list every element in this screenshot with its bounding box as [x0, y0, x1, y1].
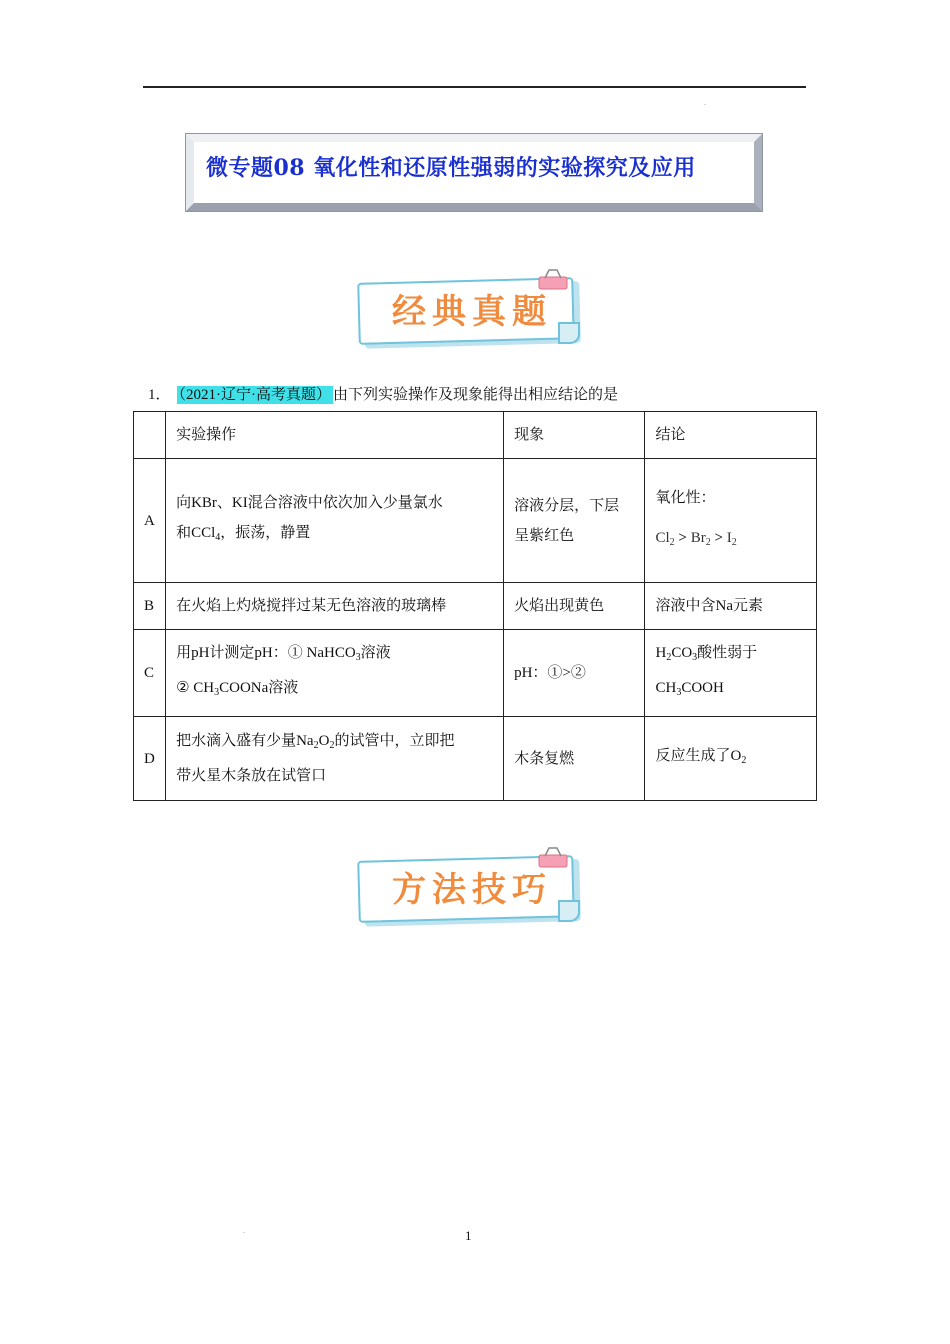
text-run: COONa溶液	[219, 680, 299, 696]
text-run: CH	[655, 680, 677, 696]
operation-line	[176, 518, 493, 553]
speck-mark: .	[243, 1226, 245, 1235]
operation-cell	[166, 630, 504, 717]
phenomenon-cell: 木条复燃	[504, 717, 645, 801]
subscript: 3	[692, 652, 698, 663]
operation-cell	[166, 459, 504, 583]
text-run: 酸性弱于	[697, 645, 758, 661]
row-label: A	[134, 459, 166, 583]
text-run: ② CH	[176, 680, 215, 696]
operation-line: 带火星木条放在试管口	[176, 768, 327, 784]
subscript: 2	[313, 740, 319, 751]
operation-line	[176, 638, 493, 673]
subscript: 3	[676, 687, 682, 698]
experiment-table	[133, 411, 817, 801]
operation-line: 向KBr、KI混合溶液中依次加入少量氯水	[176, 495, 443, 511]
text-run: Cl	[655, 530, 670, 546]
header-cell-conclusion: 结论	[645, 412, 817, 459]
subscript: 2	[731, 537, 737, 548]
text-run: ，振荡，静置	[220, 525, 311, 541]
question-number: 1．	[148, 387, 171, 403]
row-label: C	[134, 630, 166, 717]
conclusion-cell	[645, 630, 817, 717]
operation-line	[176, 726, 493, 761]
text-run: Br	[690, 530, 706, 546]
conclusion-cell	[645, 717, 817, 801]
text-run: CO	[671, 645, 693, 661]
question-source-tag: （2021·辽宁·高考真题）	[178, 387, 332, 403]
text-run: 用pH计测定pH：① NaHCO	[176, 645, 356, 661]
subscript: 2	[705, 537, 711, 548]
phenomenon-cell	[504, 459, 645, 583]
speck-mark: .	[704, 98, 706, 107]
table-row	[134, 630, 817, 717]
conclusion-cell: 溶液中含Na元素	[645, 583, 817, 630]
conclusion-line	[655, 673, 806, 708]
conclusion-line: 氧化性：	[655, 490, 716, 506]
table-row	[134, 583, 817, 630]
phenomenon-line: 呈紫红色	[514, 527, 575, 544]
phenomenon-cell: 火焰出现黄色	[504, 583, 645, 630]
phenomenon-line: 溶液分层，下层	[514, 497, 620, 514]
text-run: O	[318, 733, 330, 749]
text-run: 溶液	[360, 645, 391, 661]
page-title: 微专题08 氧化性和还原性强弱的实验探究及应用	[206, 155, 696, 181]
header-cell-operation: 实验操作	[166, 412, 504, 459]
operation-cell	[166, 717, 504, 801]
banner-label: 经典真题	[392, 292, 552, 332]
subscript: 2	[669, 537, 675, 548]
operation-cell: 在火焰上灼烧搅拌过某无色溶液的玻璃棒	[166, 583, 504, 630]
subscript: 2	[329, 740, 335, 751]
subscript: 2	[666, 652, 672, 663]
subscript: 2	[741, 755, 747, 766]
text-run: 和CCl	[176, 525, 216, 541]
greater-than: >	[674, 530, 691, 546]
question-line	[148, 383, 618, 404]
table-header-row	[134, 412, 817, 459]
page-number: 1	[465, 1228, 472, 1243]
table-row	[134, 717, 817, 801]
text-run: 的试管中，立即把	[334, 733, 455, 749]
phenomenon-cell: pH：①>②	[504, 630, 645, 717]
binder-clip-icon	[536, 268, 570, 290]
header-cell-blank	[134, 412, 166, 459]
binder-clip-icon	[536, 846, 570, 868]
subscript: 3	[355, 652, 361, 663]
table-row	[134, 459, 817, 583]
text-run: 把水滴入盛有少量Na	[176, 733, 314, 749]
page-curl-icon	[558, 322, 580, 344]
header-cell-phenomenon: 现象	[504, 412, 645, 459]
text-run: COOH	[681, 680, 724, 696]
banner-label: 方法技巧	[392, 870, 552, 910]
text-run: I	[726, 530, 732, 546]
header-rule	[143, 86, 806, 88]
page-curl-icon	[558, 900, 580, 922]
section-banner-methods	[352, 844, 584, 928]
row-label: D	[134, 717, 166, 801]
row-label: B	[134, 583, 166, 630]
question-text: 由下列实验操作及现象能得出相应结论的是	[333, 387, 619, 403]
operation-line	[176, 673, 493, 708]
greater-than: >	[710, 530, 727, 546]
subscript: 4	[215, 532, 221, 543]
conclusion-cell	[645, 459, 817, 583]
text-run: H	[655, 645, 667, 661]
title-box	[186, 134, 762, 211]
conclusion-line	[655, 638, 806, 673]
oxidizing-order-formula	[655, 523, 806, 558]
subscript: 3	[214, 687, 220, 698]
section-banner-classic	[352, 266, 584, 350]
text-run: 反应生成了O	[655, 748, 742, 764]
